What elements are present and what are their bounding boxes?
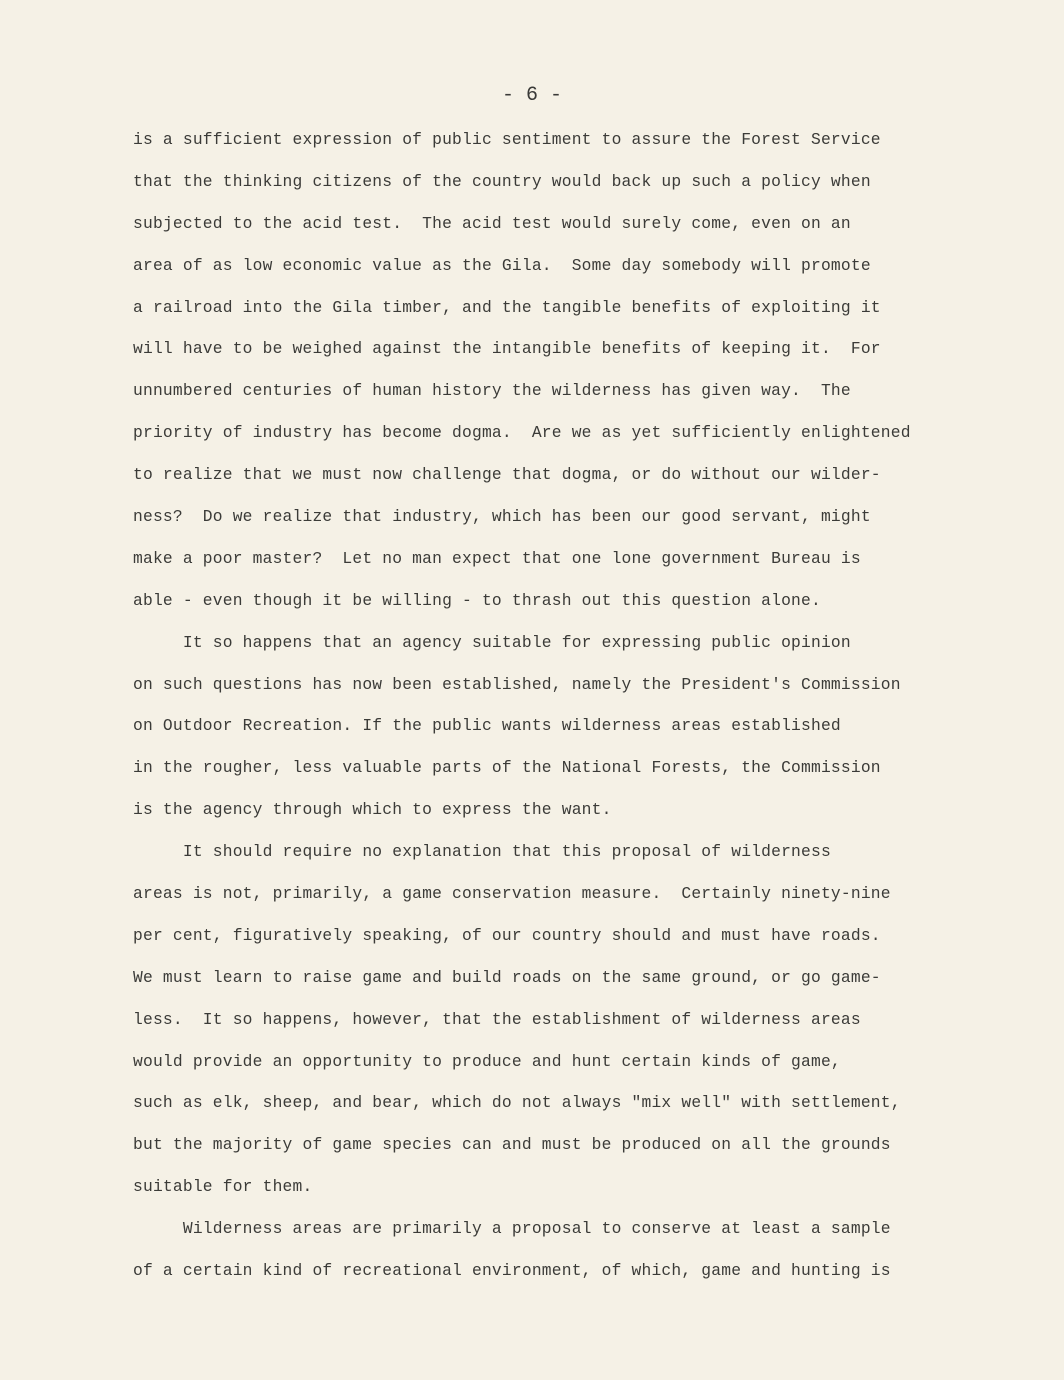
text-line: on Outdoor Recreation. If the public wants wilderness areas established (133, 716, 841, 736)
text-line: It should require no explanation that this proposal of wilderness (133, 842, 831, 862)
text-line: suitable for them. (133, 1177, 313, 1197)
text-line: but the majority of game species can and must be produced on all the grounds (133, 1135, 891, 1155)
text-line: will have to be weighed against the intangible benefits of keeping it. For (133, 339, 881, 359)
text-line: ness? Do we realize that industry, which has been our good servant, might (133, 507, 871, 527)
text-line: is a sufficient expression of public sentiment to assure the Forest Service (133, 130, 881, 149)
text-line: of a certain kind of recreational environment, of which, game and hunting is (133, 1261, 891, 1281)
text-line: priority of industry has become dogma. Are we as yet sufficiently enlightened (133, 423, 911, 443)
text-line: subjected to the acid test. The acid test would surely come, even on an (133, 213, 851, 233)
text-line: that the thinking citizens of the country would back up such a policy when (133, 171, 871, 191)
text-line: would provide an opportunity to produce and hunt certain kinds of game, (133, 1051, 841, 1071)
text-line: in the rougher, less valuable parts of the National Forests, the Commission (133, 758, 881, 778)
text-line: is the agency through which to express the want. (133, 800, 612, 820)
body-text (133, 126, 993, 1299)
text-line: such as elk, sheep, and bear, which do not always "mix well" with settlement, (133, 1093, 901, 1113)
text-line: make a poor master? Let no man expect that one lone government Bureau is (133, 548, 861, 568)
text-line: Wilderness areas are primarily a proposal to conserve at least a sample (133, 1219, 891, 1239)
text-line: area of as low economic value as the Gila. Some day somebody will promote (133, 255, 871, 275)
text-line: per cent, figuratively speaking, of our country should and must have roads. (133, 925, 881, 945)
text-line: less. It so happens, however, that the establishment of wilderness areas (133, 1009, 861, 1029)
text-line: able - even though it be willing - to thrash out this question alone. (133, 590, 821, 610)
text-line: areas is not, primarily, a game conservation measure. Certainly ninety-nine (133, 884, 891, 904)
text-line: It so happens that an agency suitable for expressing public opinion (133, 632, 851, 652)
text-line: on such questions has now been established, namely the President's Commission (133, 674, 901, 694)
page-number: - 6 - (501, 84, 562, 107)
text-line: a railroad into the Gila timber, and the tangible benefits of exploiting it (133, 297, 881, 317)
text-line: We must learn to raise game and build roads on the same ground, or go game- (133, 967, 881, 987)
text-line: to realize that we must now challenge that dogma, or do without our wilder- (133, 465, 881, 485)
text-line: unnumbered centuries of human history the wilderness has given way. The (133, 381, 851, 401)
